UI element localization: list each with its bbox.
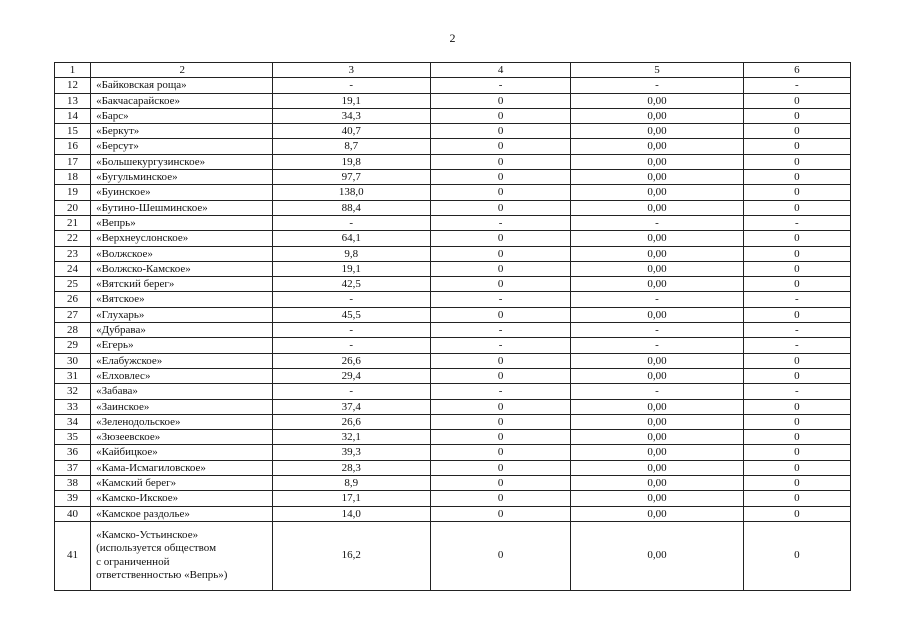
value-col-4: - xyxy=(430,292,570,307)
table-row xyxy=(55,154,851,169)
table-row xyxy=(55,124,851,139)
value-col-4: 0 xyxy=(430,277,570,292)
value-col-4: 0 xyxy=(430,170,570,185)
table-row xyxy=(55,491,851,506)
value-col-3: - xyxy=(272,384,430,399)
value-col-4: 0 xyxy=(430,445,570,460)
value-col-4: 0 xyxy=(430,368,570,383)
row-number: 41 xyxy=(55,521,91,590)
value-col-6: 0 xyxy=(743,307,850,322)
table-row xyxy=(55,476,851,491)
value-col-3: 9,8 xyxy=(272,246,430,261)
value-col-4: - xyxy=(430,384,570,399)
table-row xyxy=(55,353,851,368)
value-col-6: 0 xyxy=(743,277,850,292)
row-number: 28 xyxy=(55,323,91,338)
value-col-6: 0 xyxy=(743,476,850,491)
hunting-ground-name: «Зеленодольское» xyxy=(91,414,272,429)
hunting-ground-name: «Елховлес» xyxy=(91,368,272,383)
value-col-4: 0 xyxy=(430,108,570,123)
value-col-3: 8,9 xyxy=(272,476,430,491)
value-col-5: 0,00 xyxy=(571,353,743,368)
value-col-4: 0 xyxy=(430,460,570,475)
value-col-6: 0 xyxy=(743,200,850,215)
table-row xyxy=(55,292,851,307)
value-col-5: 0,00 xyxy=(571,170,743,185)
value-col-5: 0,00 xyxy=(571,108,743,123)
value-col-3: 32,1 xyxy=(272,430,430,445)
table-row xyxy=(55,261,851,276)
table-row xyxy=(55,231,851,246)
table-row xyxy=(55,323,851,338)
name-line: ответственностью «Вепрь») xyxy=(96,569,228,582)
value-col-4: 0 xyxy=(430,93,570,108)
value-col-3: - xyxy=(272,215,430,230)
row-number: 39 xyxy=(55,491,91,506)
value-col-5: 0,00 xyxy=(571,399,743,414)
row-number: 24 xyxy=(55,261,91,276)
value-col-4: 0 xyxy=(430,124,570,139)
table-row xyxy=(55,108,851,123)
row-number: 23 xyxy=(55,246,91,261)
table-row xyxy=(55,414,851,429)
value-col-5: 0,00 xyxy=(571,246,743,261)
value-col-6: 0 xyxy=(743,139,850,154)
hunting-ground-name: «Байковская роща» xyxy=(91,78,272,93)
value-col-5: - xyxy=(571,215,743,230)
table-row xyxy=(55,368,851,383)
row-number: 17 xyxy=(55,154,91,169)
header-col-6: 6 xyxy=(743,63,850,78)
value-col-6: 0 xyxy=(743,414,850,429)
hunting-ground-name: «Вепрь» xyxy=(91,215,272,230)
hunting-ground-name: «Дубрава» xyxy=(91,323,272,338)
value-col-6: 0 xyxy=(743,154,850,169)
row-number: 20 xyxy=(55,200,91,215)
row-number: 15 xyxy=(55,124,91,139)
table-row xyxy=(55,78,851,93)
hunting-ground-name: «Камско-Икское» xyxy=(91,491,272,506)
value-col-3: 45,5 xyxy=(272,307,430,322)
hunting-ground-name xyxy=(91,521,272,590)
value-col-5: 0,00 xyxy=(571,414,743,429)
value-col-5: 0,00 xyxy=(571,476,743,491)
value-col-5: 0,00 xyxy=(571,460,743,475)
hunting-ground-name: «Волжское» xyxy=(91,246,272,261)
value-col-6: - xyxy=(743,338,850,353)
value-col-6: 0 xyxy=(743,185,850,200)
row-number: 38 xyxy=(55,476,91,491)
value-col-5: 0,00 xyxy=(571,368,743,383)
value-col-6: - xyxy=(743,78,850,93)
value-col-5: 0,00 xyxy=(571,231,743,246)
value-col-6: 0 xyxy=(743,353,850,368)
hunting-ground-name: «Верхнеуслонское» xyxy=(91,231,272,246)
value-col-5: 0,00 xyxy=(571,200,743,215)
hunting-ground-name: «Елабужское» xyxy=(91,353,272,368)
value-col-6: 0 xyxy=(743,430,850,445)
value-col-4: 0 xyxy=(430,521,570,590)
table-row xyxy=(55,445,851,460)
value-col-3: 19,8 xyxy=(272,154,430,169)
value-col-3: 16,2 xyxy=(272,521,430,590)
value-col-5: 0,00 xyxy=(571,277,743,292)
table-row xyxy=(55,307,851,322)
hunting-ground-name: «Бакчасарайское» xyxy=(91,93,272,108)
row-number: 12 xyxy=(55,78,91,93)
value-col-3: 28,3 xyxy=(272,460,430,475)
table-row xyxy=(55,460,851,475)
value-col-4: - xyxy=(430,78,570,93)
value-col-6: 0 xyxy=(743,246,850,261)
row-number: 18 xyxy=(55,170,91,185)
row-number: 16 xyxy=(55,139,91,154)
table-row xyxy=(55,399,851,414)
hunting-ground-name: «Берсут» xyxy=(91,139,272,154)
page-number: 2 xyxy=(449,31,456,45)
table-row xyxy=(55,200,851,215)
row-number: 26 xyxy=(55,292,91,307)
row-number: 31 xyxy=(55,368,91,383)
header-col-2: 2 xyxy=(91,63,272,78)
value-col-6: 0 xyxy=(743,170,850,185)
value-col-5: - xyxy=(571,338,743,353)
value-col-3: - xyxy=(272,78,430,93)
row-number: 25 xyxy=(55,277,91,292)
value-col-4: - xyxy=(430,323,570,338)
value-col-4: 0 xyxy=(430,200,570,215)
value-col-4: 0 xyxy=(430,139,570,154)
header-col-3: 3 xyxy=(272,63,430,78)
value-col-3: 40,7 xyxy=(272,124,430,139)
value-col-5: 0,00 xyxy=(571,491,743,506)
value-col-5: 0,00 xyxy=(571,154,743,169)
value-col-5: 0,00 xyxy=(571,445,743,460)
row-number: 13 xyxy=(55,93,91,108)
value-col-3: 17,1 xyxy=(272,491,430,506)
value-col-5: 0,00 xyxy=(571,261,743,276)
value-col-3: 14,0 xyxy=(272,506,430,521)
row-number: 36 xyxy=(55,445,91,460)
value-col-3: 29,4 xyxy=(272,368,430,383)
value-col-4: 0 xyxy=(430,414,570,429)
value-col-6: 0 xyxy=(743,399,850,414)
value-col-3: 19,1 xyxy=(272,261,430,276)
table-row xyxy=(55,521,851,590)
value-col-4: 0 xyxy=(430,491,570,506)
value-col-5: - xyxy=(571,78,743,93)
table-row xyxy=(55,215,851,230)
value-col-4: - xyxy=(430,215,570,230)
value-col-6: - xyxy=(743,292,850,307)
hunting-ground-name: «Кайбицкое» xyxy=(91,445,272,460)
value-col-6: 0 xyxy=(743,261,850,276)
header-col-1: 1 xyxy=(55,63,91,78)
value-col-4: 0 xyxy=(430,154,570,169)
value-col-6: 0 xyxy=(743,108,850,123)
row-number: 27 xyxy=(55,307,91,322)
value-col-4: 0 xyxy=(430,353,570,368)
table-row xyxy=(55,430,851,445)
row-number: 19 xyxy=(55,185,91,200)
value-col-4: 0 xyxy=(430,506,570,521)
hunting-ground-name: «Егерь» xyxy=(91,338,272,353)
hunting-ground-name: «Вятский берег» xyxy=(91,277,272,292)
hunting-ground-name: «Буинское» xyxy=(91,185,272,200)
row-number: 30 xyxy=(55,353,91,368)
value-col-6: 0 xyxy=(743,368,850,383)
value-col-5: 0,00 xyxy=(571,124,743,139)
header-col-4: 4 xyxy=(430,63,570,78)
hunting-ground-name: «Беркут» xyxy=(91,124,272,139)
hunting-ground-name: «Барс» xyxy=(91,108,272,123)
value-col-4: 0 xyxy=(430,476,570,491)
value-col-3: 34,3 xyxy=(272,108,430,123)
value-col-4: 0 xyxy=(430,231,570,246)
value-col-3: 8,7 xyxy=(272,139,430,154)
value-col-4: 0 xyxy=(430,430,570,445)
value-col-5: 0,00 xyxy=(571,185,743,200)
table-row xyxy=(55,277,851,292)
name-line: (используется обществом xyxy=(96,542,217,555)
row-number: 34 xyxy=(55,414,91,429)
value-col-6: 0 xyxy=(743,506,850,521)
value-col-6: - xyxy=(743,384,850,399)
hunting-ground-name: «Волжско-Камское» xyxy=(91,261,272,276)
hunting-ground-name: «Заинское» xyxy=(91,399,272,414)
value-col-6: 0 xyxy=(743,460,850,475)
value-col-6: 0 xyxy=(743,93,850,108)
value-col-6: - xyxy=(743,323,850,338)
row-number: 29 xyxy=(55,338,91,353)
value-col-6: 0 xyxy=(743,231,850,246)
table-row xyxy=(55,93,851,108)
value-col-3: 19,1 xyxy=(272,93,430,108)
table-header-row xyxy=(55,63,851,78)
table-row xyxy=(55,338,851,353)
value-col-3: - xyxy=(272,338,430,353)
row-number: 22 xyxy=(55,231,91,246)
row-number: 33 xyxy=(55,399,91,414)
value-col-6: 0 xyxy=(743,491,850,506)
header-col-5: 5 xyxy=(571,63,743,78)
value-col-3: - xyxy=(272,292,430,307)
hunting-ground-name: «Камский берег» xyxy=(91,476,272,491)
value-col-3: 26,6 xyxy=(272,353,430,368)
value-col-3: 97,7 xyxy=(272,170,430,185)
value-col-5: 0,00 xyxy=(571,93,743,108)
table-row xyxy=(55,246,851,261)
hunting-grounds-table xyxy=(54,62,851,591)
table-row xyxy=(55,506,851,521)
value-col-4: 0 xyxy=(430,307,570,322)
row-number: 37 xyxy=(55,460,91,475)
row-number: 40 xyxy=(55,506,91,521)
table-row xyxy=(55,170,851,185)
value-col-5: 0,00 xyxy=(571,139,743,154)
value-col-3: 42,5 xyxy=(272,277,430,292)
hunting-ground-name: «Кама-Исмагиловское» xyxy=(91,460,272,475)
value-col-6: 0 xyxy=(743,445,850,460)
value-col-5: - xyxy=(571,292,743,307)
hunting-ground-name: «Бутино-Шешминское» xyxy=(91,200,272,215)
value-col-4: 0 xyxy=(430,185,570,200)
hunting-ground-name: «Глухарь» xyxy=(91,307,272,322)
row-number: 14 xyxy=(55,108,91,123)
value-col-5: 0,00 xyxy=(571,506,743,521)
row-number: 21 xyxy=(55,215,91,230)
row-number: 32 xyxy=(55,384,91,399)
value-col-5: 0,00 xyxy=(571,521,743,590)
hunting-ground-name: «Вятское» xyxy=(91,292,272,307)
table-row xyxy=(55,185,851,200)
table-row xyxy=(55,139,851,154)
value-col-4: 0 xyxy=(430,399,570,414)
hunting-ground-name: «Камское раздолье» xyxy=(91,506,272,521)
value-col-5: 0,00 xyxy=(571,430,743,445)
row-number: 35 xyxy=(55,430,91,445)
value-col-4: 0 xyxy=(430,246,570,261)
hunting-ground-name: «Бугульминское» xyxy=(91,170,272,185)
value-col-4: 0 xyxy=(430,261,570,276)
value-col-3: - xyxy=(272,323,430,338)
value-col-3: 37,4 xyxy=(272,399,430,414)
name-line: с ограниченной xyxy=(96,555,170,568)
hunting-ground-name: «Большекургузинское» xyxy=(91,154,272,169)
value-col-3: 138,0 xyxy=(272,185,430,200)
value-col-3: 88,4 xyxy=(272,200,430,215)
value-col-6: 0 xyxy=(743,124,850,139)
value-col-5: - xyxy=(571,323,743,338)
value-col-3: 64,1 xyxy=(272,231,430,246)
value-col-5: 0,00 xyxy=(571,307,743,322)
value-col-6: 0 xyxy=(743,521,850,590)
value-col-3: 39,3 xyxy=(272,445,430,460)
value-col-6: - xyxy=(743,215,850,230)
value-col-5: - xyxy=(571,384,743,399)
table-row xyxy=(55,384,851,399)
name-line: «Камско-Устьинское» xyxy=(96,528,199,541)
hunting-ground-name: «Зюзеевское» xyxy=(91,430,272,445)
value-col-4: - xyxy=(430,338,570,353)
hunting-ground-name: «Забава» xyxy=(91,384,272,399)
value-col-3: 26,6 xyxy=(272,414,430,429)
